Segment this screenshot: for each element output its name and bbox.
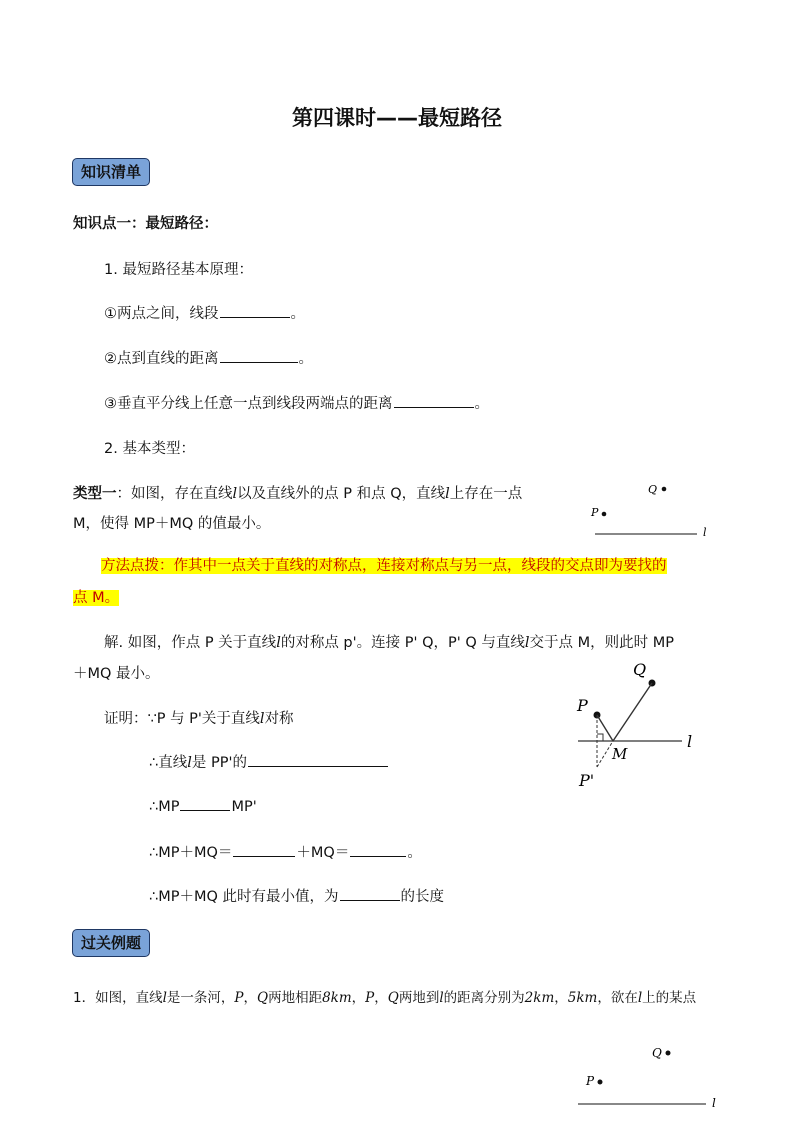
fig-label-q: Q xyxy=(633,660,647,679)
proof-line-2: ∴直线l是 PP'的 xyxy=(149,751,389,772)
page-title: 第四课时——最短路径 xyxy=(292,106,502,130)
item-basic-types: 2. 基本类型： xyxy=(104,441,195,457)
fill-blank[interactable] xyxy=(350,842,406,857)
point-q xyxy=(666,1051,671,1056)
proof-line-3: ∴MP MP' xyxy=(149,796,257,815)
proof-line-1: 证明：∵P 与 P'关于直线l对称 xyxy=(104,711,294,727)
segment-mq xyxy=(613,683,652,741)
fill-blank[interactable] xyxy=(394,393,474,408)
solution-text-line2: ＋MQ 最小。 xyxy=(73,666,160,682)
example-1-text: 1．如图，直线l是一条河，P，Q两地相距8km，P，Q两地到l的距离分别为2km，5km，欲在l上的某点 xyxy=(73,990,697,1006)
fig-label-pp: P' xyxy=(579,771,595,790)
type1-text: 类型一：如图，存在直线l以及直线外的点 P 和点 Q，直线l上存在一点 xyxy=(73,486,523,502)
type1-figure xyxy=(580,478,720,540)
fill-blank[interactable] xyxy=(233,842,295,857)
knowledge-point-heading: 知识点一：最短路径： xyxy=(73,216,218,232)
segment-pm xyxy=(597,715,613,741)
fill-blank[interactable] xyxy=(220,348,298,363)
point-q xyxy=(662,487,667,492)
example-1-figure xyxy=(570,1040,730,1112)
section-tag-knowledge: 知识清单 xyxy=(72,158,150,186)
method-tip-line2: 点 M。 xyxy=(73,590,120,606)
fill-blank[interactable] xyxy=(248,752,388,767)
fig-label-p: P xyxy=(591,506,599,519)
principle-2: ②点到直线的距离 。 xyxy=(104,347,313,368)
fig-label-l: l xyxy=(687,732,693,751)
fig-label-p: P xyxy=(577,696,588,715)
fig-label-l: l xyxy=(712,1096,716,1110)
fill-blank[interactable] xyxy=(220,303,290,318)
point-p xyxy=(602,512,607,517)
fig-label-m: M xyxy=(612,745,628,763)
solution-text: 解. 如图，作点 P 关于直线l的对称点 p'。连接 P' Q，P' Q 与直线l交于点 M，则此时 MP xyxy=(104,635,674,651)
principle-1: ①两点之间，线段 。 xyxy=(104,302,305,323)
item-principle: 1. 最短路径基本原理： xyxy=(104,262,253,278)
fig-label-q: Q xyxy=(652,1046,662,1060)
reflection-figure xyxy=(570,655,710,795)
fig-label-l: l xyxy=(703,526,707,539)
right-angle-mark xyxy=(597,734,603,741)
principle-3: ③垂直平分线上任意一点到线段两端点的距离 。 xyxy=(104,392,489,413)
segment-pm-dashed xyxy=(597,741,613,767)
fill-blank[interactable] xyxy=(340,886,400,901)
fill-blank[interactable] xyxy=(180,796,230,811)
method-tip: 方法点拨：作其中一点关于直线的对称点，连接对称点与另一点，线段的交点即为要找的 xyxy=(101,558,667,574)
proof-line-5: ∴MP＋MQ 此时有最小值，为 的长度 xyxy=(149,885,444,906)
fig-label-q: Q xyxy=(648,483,658,496)
type1-text-line2: M，使得 MP＋MQ 的值最小。 xyxy=(73,516,271,532)
proof-line-4: ∴MP＋MQ＝ ＋MQ＝ 。 xyxy=(149,841,422,862)
section-tag-examples: 过关例题 xyxy=(72,929,150,957)
point-p xyxy=(598,1080,603,1085)
fig-label-p: P xyxy=(586,1074,595,1088)
